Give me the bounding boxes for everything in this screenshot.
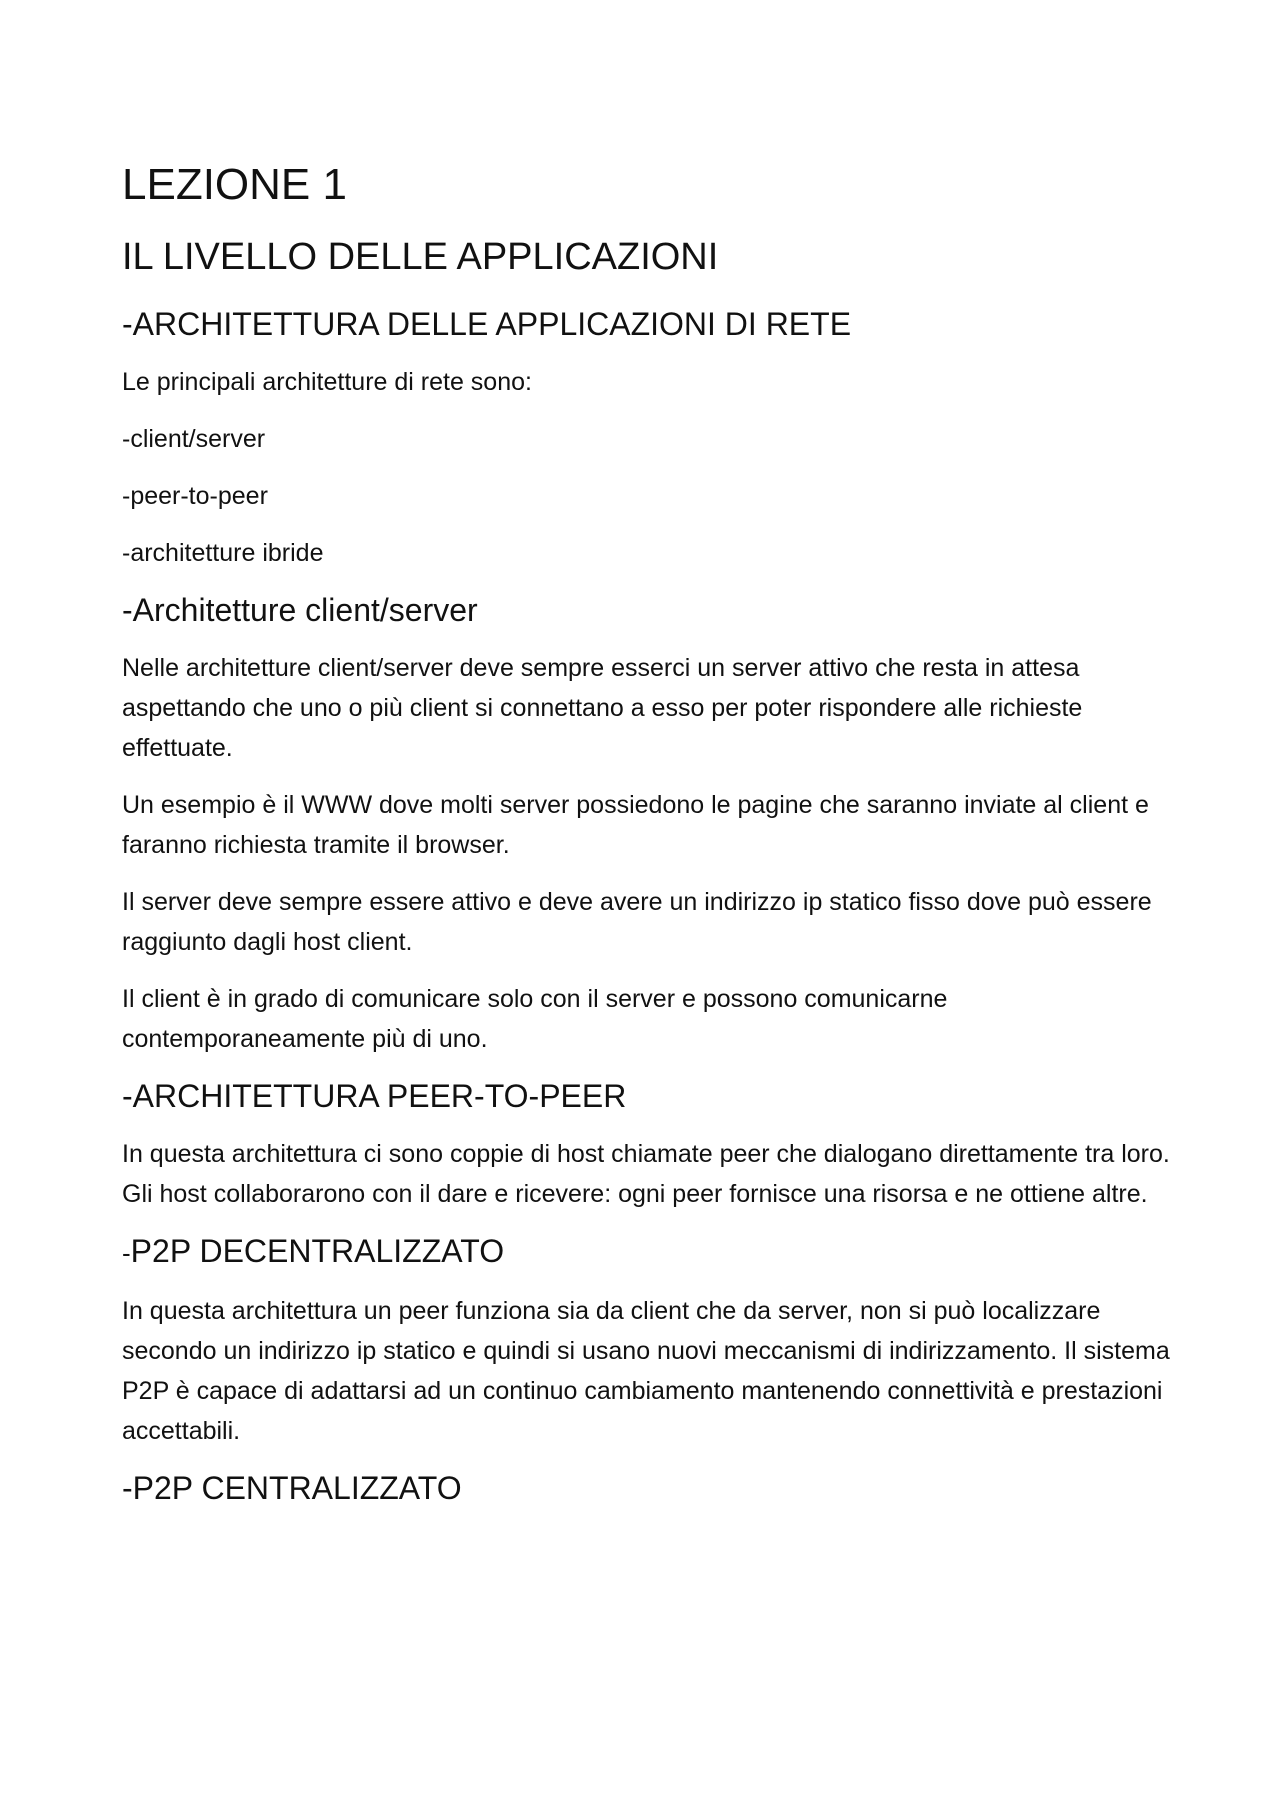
p2p-decentralized-paragraph: In questa architettura un peer funziona sia da client che da server, non si può localizzare secondo un indirizzo ip statico e quindi si usano nuovi meccanismi di indirizzamento. Il sistema P2P è capace di adattarsi ad un continuo cambiamento mantenendo connettività e prestazioni accettabili. xyxy=(122,1297,1170,1445)
section-heading-p2p-decentralized xyxy=(122,1231,1172,1273)
section-heading-client-server: -Architetture client/server xyxy=(122,592,478,628)
p2p-paragraph: In questa architettura ci sono coppie di host chiamate peer che dialogano direttamente tra loro. Gli host collaborarono con il dare e ricevere: ogni peer fornisce una risorsa e ne ottiene altre. xyxy=(122,1140,1170,1208)
section-heading-text: P2P DECENTRALIZZATO xyxy=(130,1233,505,1269)
document-body xyxy=(122,158,1172,1526)
list-item-hybrid: -architetture ibride xyxy=(122,539,324,567)
page-subtitle: IL LIVELLO DELLE APPLICAZIONI xyxy=(122,236,719,278)
intro-paragraph: Le principali architetture di rete sono: xyxy=(122,368,532,396)
section-heading-p2p-centralized: -P2P CENTRALIZZATO xyxy=(122,1470,462,1506)
section-heading-p2p: -ARCHITETTURA PEER-TO-PEER xyxy=(122,1078,627,1114)
page-title: LEZIONE 1 xyxy=(122,160,347,209)
section-dash: - xyxy=(122,1238,131,1268)
list-item-client-server: -client/server xyxy=(122,425,266,453)
list-item-peer-to-peer: -peer-to-peer xyxy=(122,482,268,510)
client-server-paragraph: Un esempio è il WWW dove molti server possiedono le pagine che saranno inviate al client e faranno richiesta tramite il browser. xyxy=(122,791,1149,859)
client-server-paragraph: Nelle architetture client/server deve sempre esserci un server attivo che resta in attesa aspettando che uno o più client si connettano a esso per poter rispondere alle richieste effettuate. xyxy=(122,654,1083,762)
client-server-paragraph: Il client è in grado di comunicare solo con il server e possono comunicarne contemporaneamente più di uno. xyxy=(122,985,948,1053)
section-heading-architecture: -ARCHITETTURA DELLE APPLICAZIONI DI RETE xyxy=(122,306,852,342)
client-server-paragraph: Il server deve sempre essere attivo e deve avere un indirizzo ip statico fisso dove può essere raggiunto dagli host client. xyxy=(122,888,1152,956)
